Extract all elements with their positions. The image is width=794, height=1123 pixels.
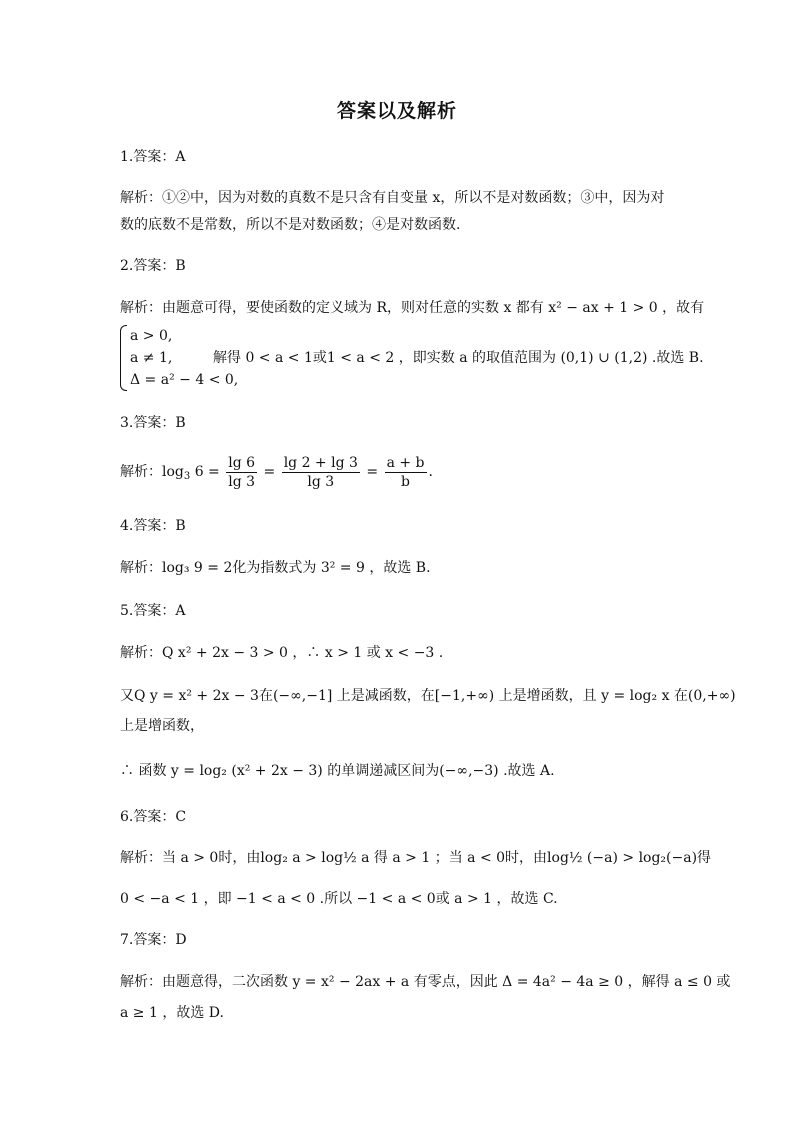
system-row-1: a > 0,: [130, 328, 173, 344]
expl-3-expr: 6 =: [190, 464, 225, 480]
explanation-5-line-2: 又Q y = x² + 2x − 3在(−∞,−1] 上是减函数，在[−1,+∞) 上是增函数，且 y = log₂ x 在(0,+∞): [120, 688, 736, 704]
system-row-2: a ≠ 1,: [130, 350, 173, 366]
explanation-6-line-1: 解析：当 a > 0时，由log₂ a > log½ a 得 a > 1 ；当 a < 0时，由log½ (−a) > log₂(−a)得: [120, 850, 712, 866]
fraction-3-denominator: b: [401, 473, 411, 490]
explanation-7-line-2: a ≥ 1 ，故选 D.: [120, 1005, 224, 1021]
fraction-3: [385, 454, 427, 491]
explanation-2-line-2: 解得 0 < a < 1或1 < a < 2 ，即实数 a 的取值范围为 (0,1) ∪ (1,2) .故选 B.: [213, 350, 704, 366]
answer-5: 5.答案：A: [120, 603, 186, 619]
explanation-4: 解析：log₃ 9 = 2化为指数式为 3² = 9 ，故选 B.: [120, 560, 431, 576]
answer-4: 4.答案：B: [120, 518, 186, 534]
explanation-2-line-1: 解析：由题意可得，要使函数的定义域为 R，则对任意的实数 x 都有 x² − ax + 1 > 0 ，故有: [120, 300, 705, 316]
answer-3: 3.答案：B: [120, 415, 186, 431]
answer-7: 7.答案：D: [120, 932, 187, 948]
equals-2: =: [366, 464, 383, 480]
explanation-1-line-1: 解析：①②中，因为对数的真数不是只含有自变量 x，所以不是对数函数；③中，因为对: [120, 190, 665, 206]
fraction-1-denominator: lg 3: [228, 473, 256, 490]
answer-2: 2.答案：B: [120, 258, 186, 274]
page-title: 答案以及解析: [336, 100, 457, 122]
fraction-1-numerator: lg 6: [228, 454, 256, 471]
expl-3-lead: 解析：log: [120, 464, 184, 480]
fraction-2-numerator: lg 2 + lg 3: [283, 454, 358, 471]
fraction-1: [226, 454, 257, 491]
explanation-5-line-4: ∴ 函数 y = log₂ (x² + 2x − 3) 的单调递减区间为(−∞,−3) .故选 A.: [120, 763, 555, 779]
explanation-5-line-1: 解析：Q x² + 2x − 3 > 0 ，∴ x > 1 或 x < −3 .: [120, 645, 444, 661]
equals-1: =: [263, 464, 280, 480]
answer-6: 6.答案：C: [120, 809, 187, 825]
explanation-7-line-1: 解析：由题意得，二次函数 y = x² − 2ax + a 有零点，因此 Δ = 4a² − 4a ≥ 0 ，解得 a ≤ 0 或: [120, 974, 731, 990]
explanation-6-line-2: 0 < −a < 1 ，即 −1 < a < 0 .所以 −1 < a < 0或 a > 1 ，故选 C.: [120, 891, 558, 907]
left-brace: [120, 325, 127, 391]
fraction-2-denominator: lg 3: [307, 473, 335, 490]
expl-3-end: .: [428, 464, 433, 480]
fraction-2: [282, 454, 360, 491]
system-row-3: Δ = a² − 4 < 0,: [130, 372, 239, 388]
explanation-1-line-2: 数的底数不是常数，所以不是对数函数；④是对数函数.: [120, 217, 461, 233]
explanation-3: [120, 452, 433, 492]
log-base: 3: [183, 471, 191, 482]
fraction-3-numerator: a + b: [386, 454, 425, 471]
answer-1: 1.答案：A: [120, 149, 186, 165]
explanation-5-line-3: 上是增函数，: [120, 718, 204, 734]
